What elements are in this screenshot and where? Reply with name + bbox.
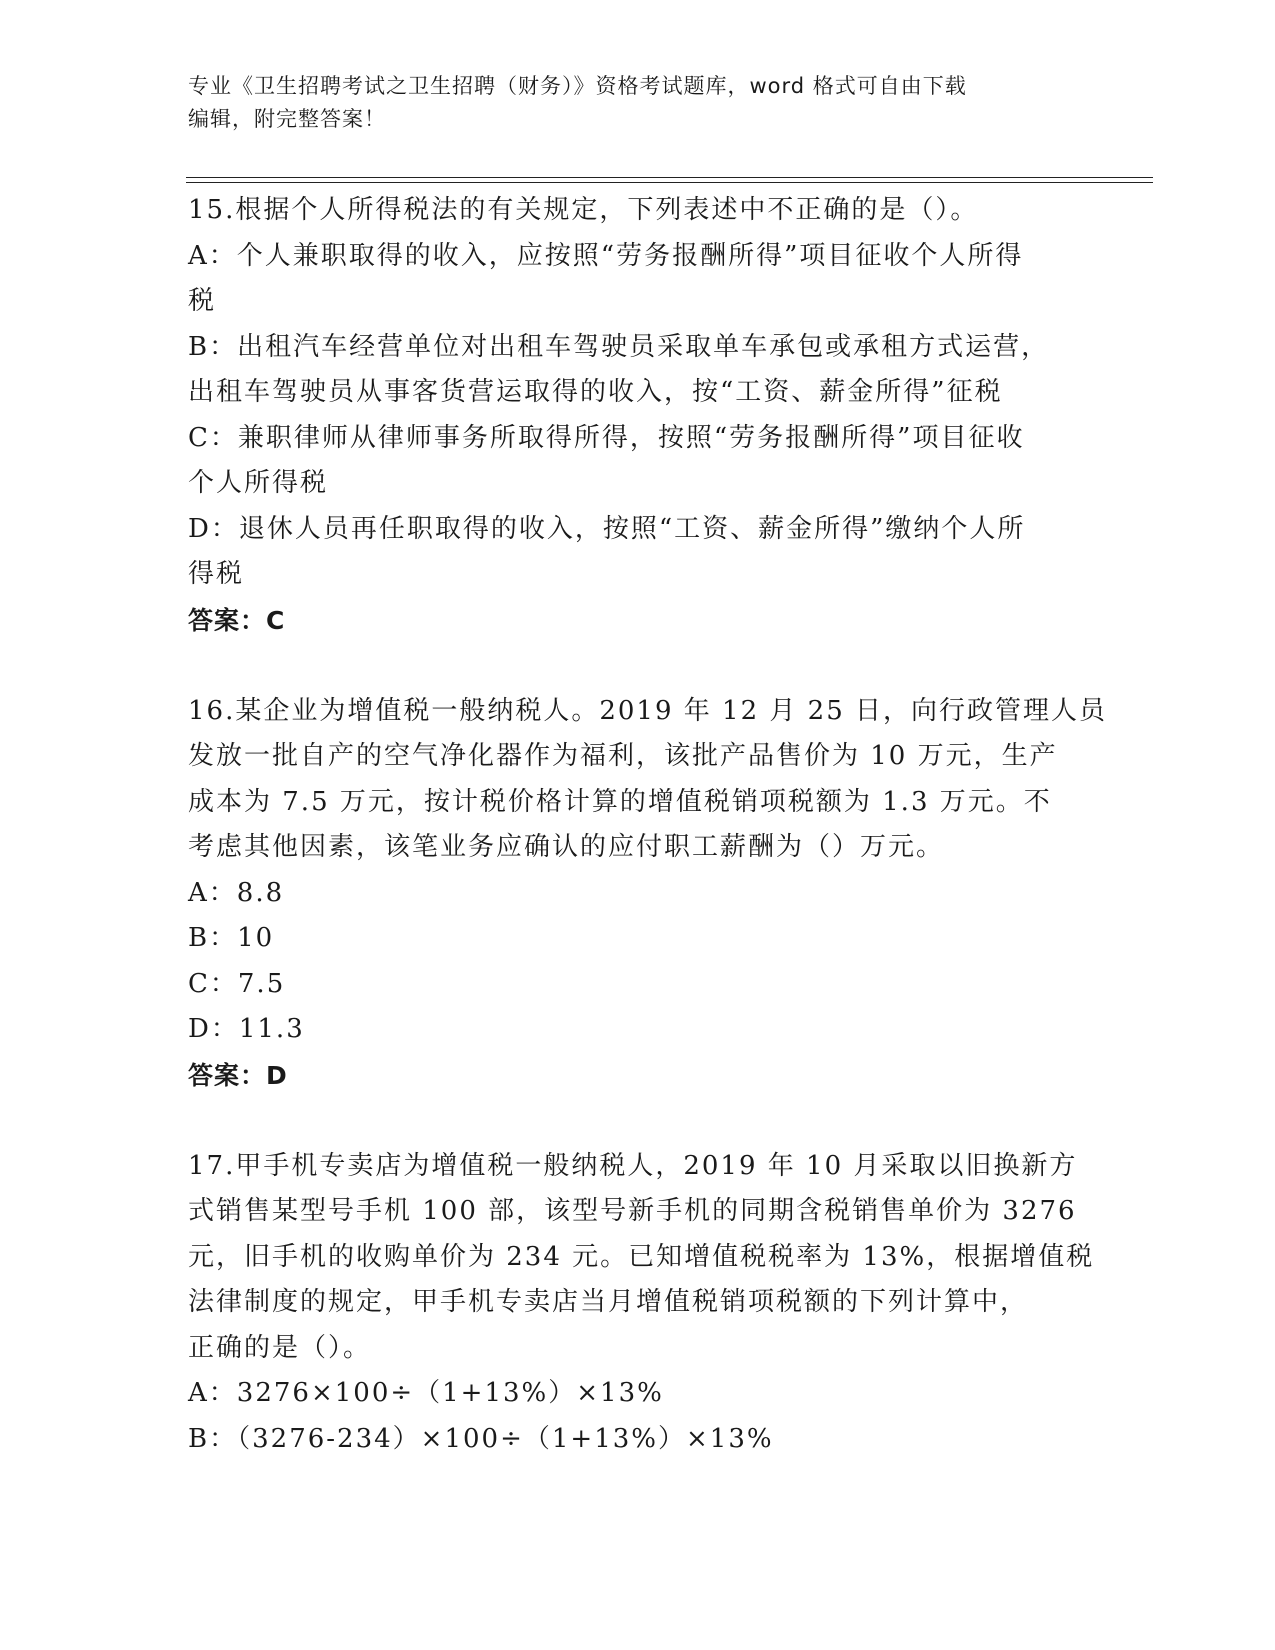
question-stem: 17.甲手机专卖店为增值税一般纳税人，2019 年 10 月采取以旧换新方 <box>188 1150 1078 1181</box>
spacer <box>188 1098 1088 1144</box>
question-16 <box>188 689 1108 1099</box>
question-stem: 正确的是（）。 <box>188 1332 372 1363</box>
question-stem: 15.根据个人所得税法的有关规定，下列表述中不正确的是（）。 <box>188 195 979 225</box>
option-d <box>188 507 1088 598</box>
document-header <box>188 70 1088 136</box>
header-line: 专业《卫生招聘考试之卫生招聘（财务）》资格考试题库，word 格式可自由下载 <box>188 74 967 98</box>
header-line: 编辑，附完整答案！ <box>188 107 386 131</box>
option-line: C：兼职律师从律师事务所取得所得，按照“劳务报酬所得”项目征收 <box>188 422 1025 453</box>
header-divider <box>186 182 1153 183</box>
question-list <box>188 188 1108 1462</box>
option-a: A：3276×100÷（1+13%）×13% <box>188 1378 664 1408</box>
option-line: B：出租汽车经营单位对出租车驾驶员采取单车承包或承租方式运营， <box>188 331 1050 362</box>
option-line: 得税 <box>188 559 245 589</box>
option-line: D：退休人员再任职取得的收入，按照“工资、薪金所得”缴纳个人所 <box>188 513 1026 544</box>
option-b: B：10 <box>188 923 275 953</box>
spacer <box>188 643 1088 689</box>
option-c: C：7.5 <box>188 968 286 999</box>
question-15 <box>188 188 1088 643</box>
question-stem: 发放一批自产的空气净化器作为福利，该批产品售价为 10 万元，生产 <box>188 741 1058 771</box>
option-c <box>188 416 1088 507</box>
option-a <box>188 234 1088 325</box>
answer-label: 答案：C <box>188 605 286 635</box>
question-stem: 式销售某型号手机 100 部，该型号新手机的同期含税销售单价为 3276 <box>188 1196 1077 1226</box>
answer-label: 答案：D <box>188 1060 288 1090</box>
question-17 <box>188 1144 1095 1463</box>
option-b <box>188 325 1088 416</box>
option-b: B：（3276-234）×100÷（1+13%）×13% <box>188 1423 774 1454</box>
option-d: D：11.3 <box>188 1014 305 1044</box>
question-stem: 成本为 7.5 万元，按计税价格计算的增值税销项税额为 1.3 万元。不 <box>188 786 1052 817</box>
option-line: 个人所得税 <box>188 468 329 498</box>
option-line: 出租车驾驶员从事客货营运取得的收入，按“工资、薪金所得”征税 <box>188 377 1003 407</box>
question-stem: 法律制度的规定，甲手机专卖店当月增值税销项税额的下列计算中， <box>188 1287 1029 1317</box>
question-stem: 考虑其他因素，该笔业务应确认的应付职工薪酬为（）万元。 <box>188 832 945 862</box>
option-line: 税 <box>188 286 217 316</box>
header-divider <box>186 177 1153 178</box>
option-a: A：8.8 <box>188 877 285 908</box>
question-stem: 元，旧手机的收购单价为 234 元。已知增值税税率为 13%，根据增值税 <box>188 1241 1095 1272</box>
question-stem: 16.某企业为增值税一般纳税人。2019 年 12 月 25 日，向行政管理人员 <box>188 695 1108 726</box>
option-line: A：个人兼职取得的收入，应按照“劳务报酬所得”项目征收个人所得 <box>188 240 1024 271</box>
